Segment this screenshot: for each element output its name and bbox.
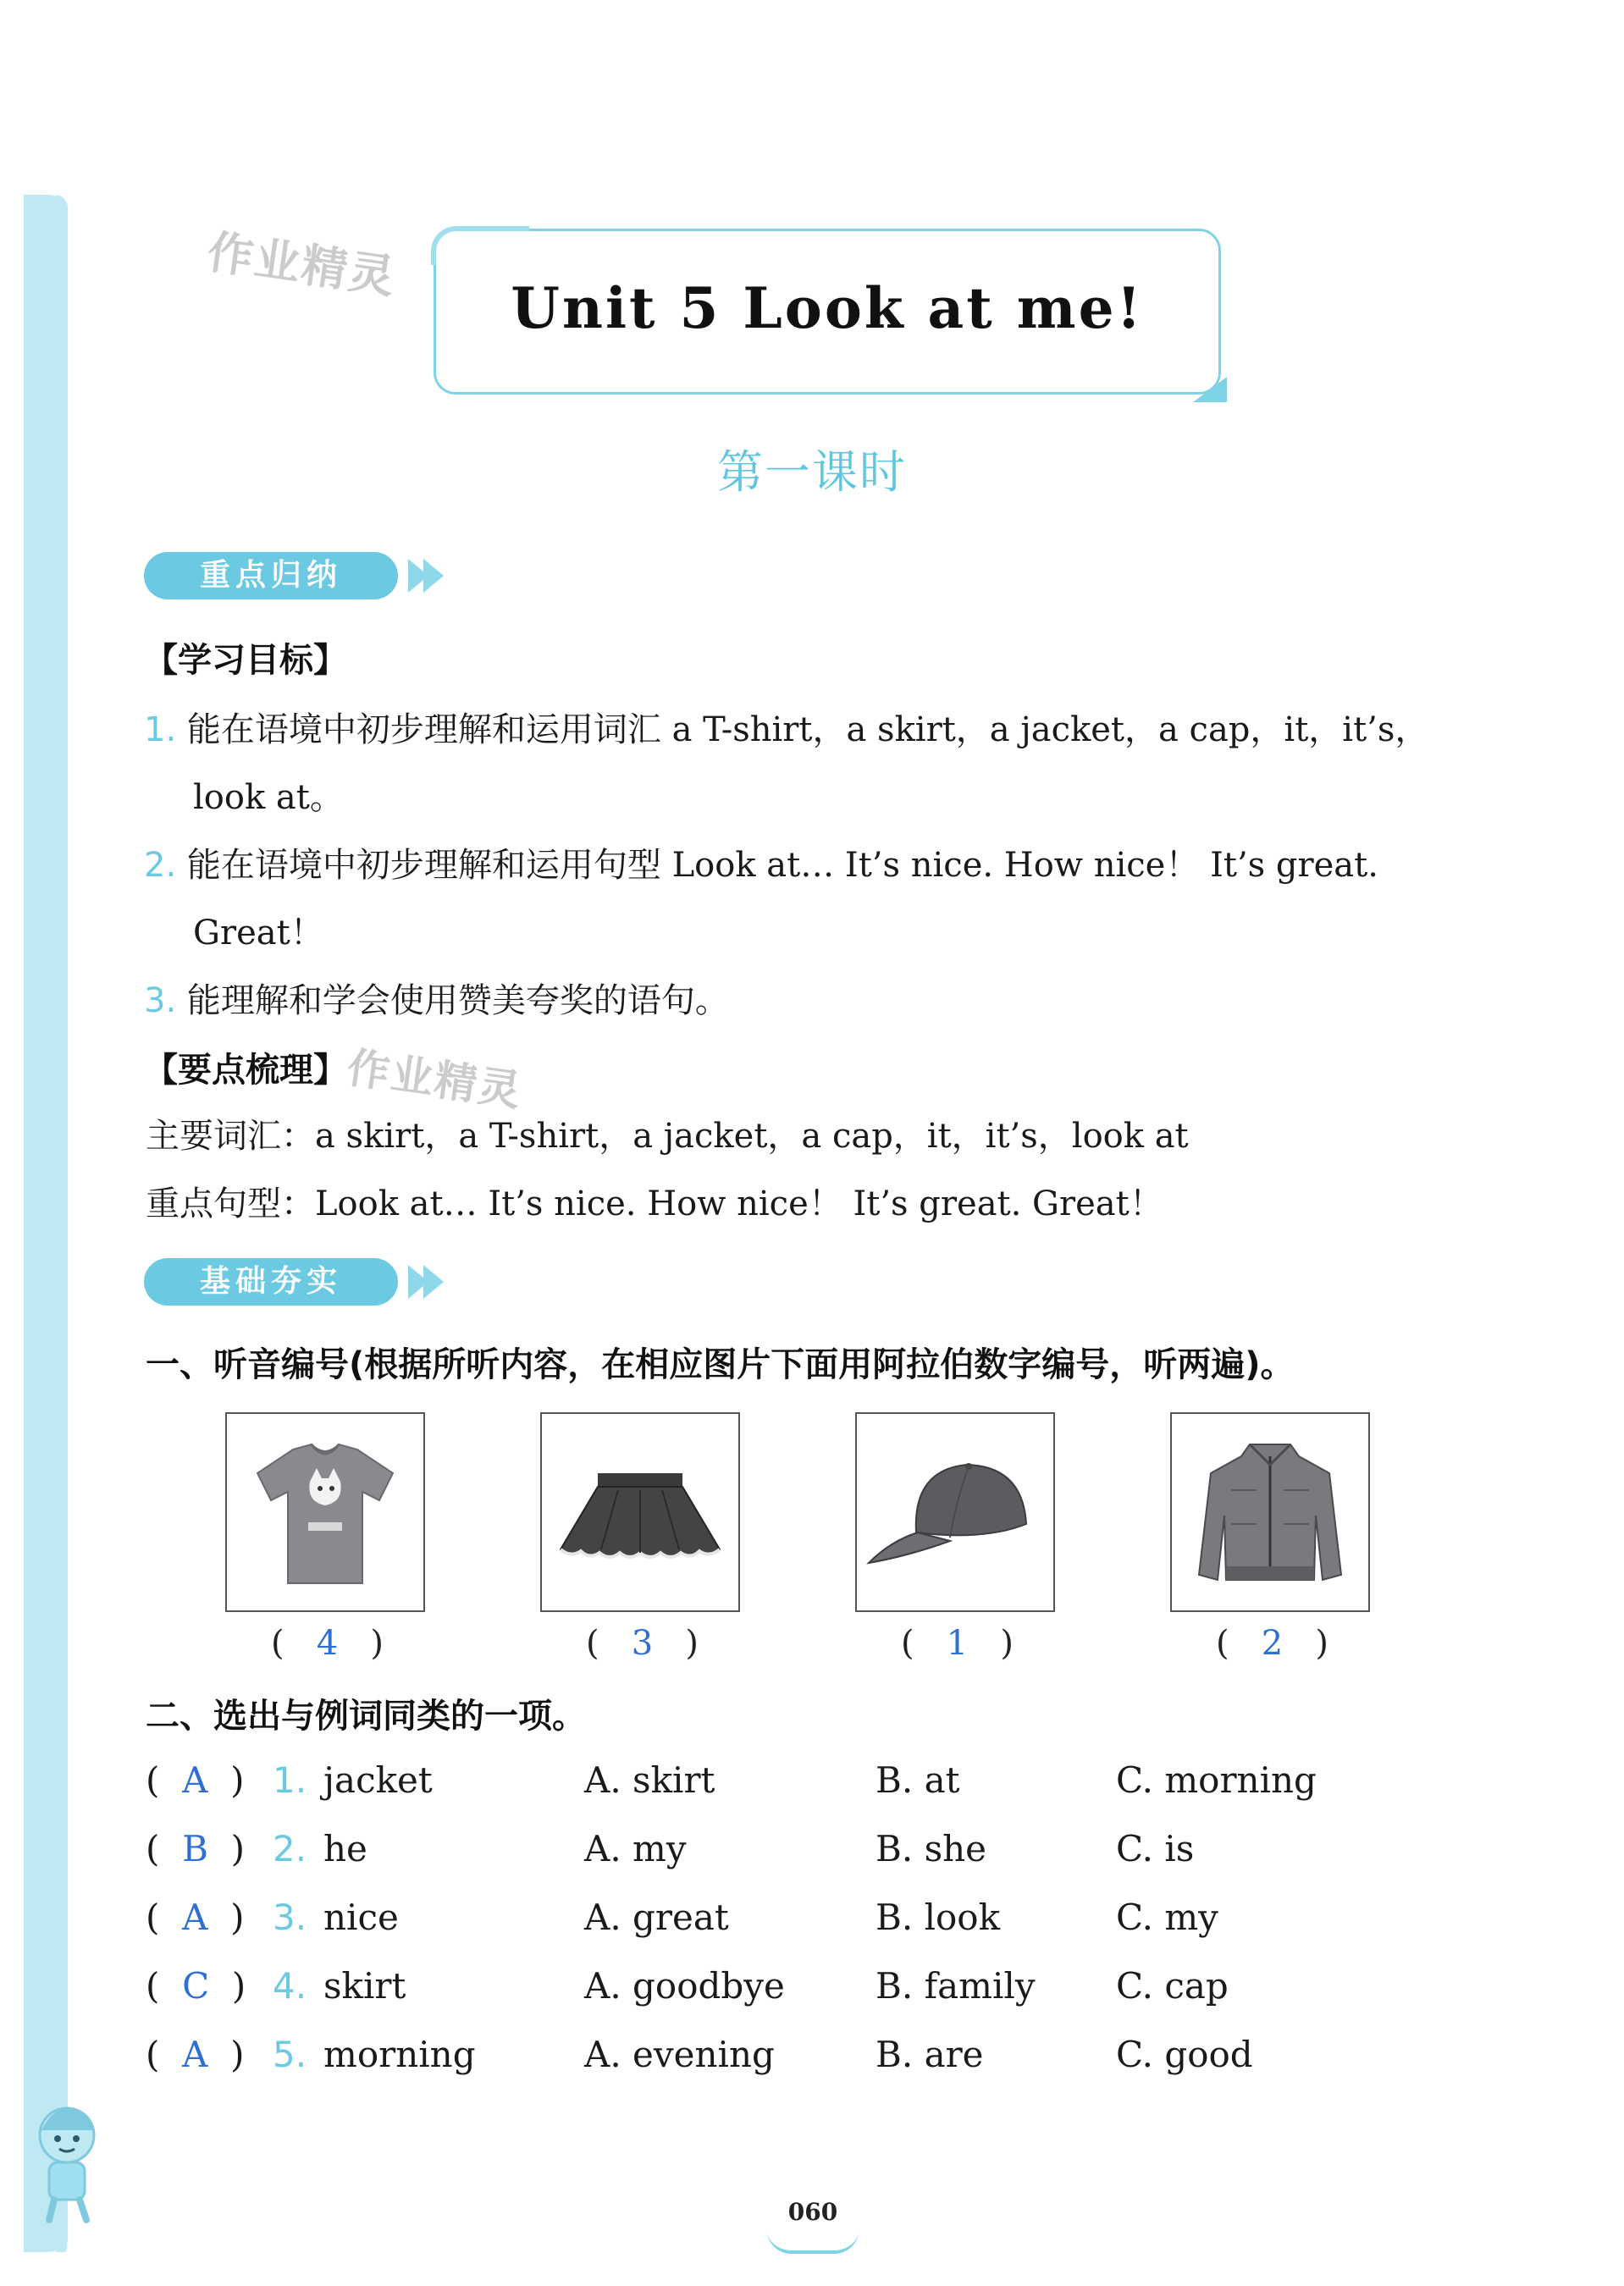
cap-icon	[857, 1414, 1053, 1610]
question-number: 5.	[273, 2034, 307, 2075]
answer-number: 3	[631, 1624, 654, 1663]
cap-picture	[855, 1412, 1055, 1612]
picture-answer: ( 3 )	[586, 1624, 699, 1663]
objective-item	[144, 974, 729, 1022]
option-b: B. family	[876, 1965, 1036, 2007]
lesson-title: 第一课时	[717, 445, 907, 499]
question-number: 3.	[273, 1897, 307, 1938]
summary-vocab: 主要词汇：a skirt，a T-shirt，a jacket，a cap，it，it’s，look at	[146, 1117, 1189, 1156]
skirt-picture	[540, 1412, 740, 1612]
option-b: B. at	[876, 1759, 960, 1801]
objectives-heading: 【学习目标】	[144, 641, 347, 680]
unit-title-box	[434, 229, 1221, 395]
answer-paren: ( A )	[146, 1897, 245, 1938]
option-b: B. she	[876, 1828, 987, 1869]
answer-paren: ( C )	[146, 1965, 246, 2007]
watermark: 作业精灵	[204, 224, 400, 305]
answer-letter: A	[182, 1759, 208, 1801]
unit-title: Unit 5 Look at me!	[511, 275, 1144, 341]
tshirt-picture	[225, 1412, 425, 1612]
jacket-icon	[1172, 1414, 1368, 1610]
answer-number: 4	[316, 1624, 339, 1663]
picture-answer: ( 2 )	[1216, 1624, 1328, 1663]
exercise2-heading: 二、选出与例词同类的一项。	[146, 1697, 586, 1736]
option-b: B. are	[876, 2034, 984, 2075]
page-number: 060	[787, 2198, 838, 2226]
example-word: nice	[323, 1897, 399, 1938]
objective-continuation: look at。	[193, 778, 344, 817]
option-c: C. is	[1116, 1828, 1195, 1869]
option-b: B. look	[876, 1897, 1001, 1938]
answer-paren: ( B )	[146, 1828, 246, 1869]
tshirt-icon	[227, 1414, 423, 1610]
objective-number: 3.	[144, 981, 177, 1020]
objective-item	[144, 838, 1378, 886]
example-word: he	[323, 1828, 367, 1869]
question-number: 4.	[273, 1965, 307, 2007]
double-arrow-icon	[408, 1265, 450, 1299]
objective-continuation: Great！	[193, 914, 324, 952]
option-a: A. goodbye	[584, 1965, 785, 2007]
objective-text: 能在语境中初步理解和运用句型 Look at… It’s nice. How nice！ It’s great.	[186, 846, 1378, 885]
watermark: 作业精灵	[344, 1042, 526, 1117]
objective-text: 能理解和学会使用赞美夸奖的语句。	[186, 981, 729, 1020]
answer-number: 2	[1261, 1624, 1284, 1663]
option-a: A. great	[584, 1897, 729, 1938]
option-a: A. evening	[584, 2034, 775, 2075]
example-word: jacket	[323, 1759, 433, 1801]
answer-letter: C	[182, 1965, 210, 2007]
left-lace-border	[24, 195, 68, 2252]
option-c: C. cap	[1116, 1965, 1229, 2007]
exercise1-heading: 一、听音编号(根据所听内容，在相应图片下面用阿拉伯数字编号，听两遍)。	[146, 1345, 1295, 1384]
skirt-icon	[542, 1414, 738, 1610]
question-number: 1.	[273, 1759, 307, 1801]
cartoon-boy-icon	[20, 2100, 113, 2227]
answer-letter: B	[182, 1828, 208, 1869]
picture-answer: ( 1 )	[901, 1624, 1014, 1663]
objective-text: 能在语境中初步理解和运用词汇 a T-shirt，a skirt，a jacket，a cap，it，it’s，	[186, 710, 1429, 749]
basics-tag: 基础夯实	[144, 1258, 398, 1306]
answer-paren: ( A )	[146, 2034, 245, 2075]
jacket-picture	[1170, 1412, 1370, 1612]
option-c: C. good	[1116, 2034, 1253, 2075]
answer-paren: ( A )	[146, 1759, 245, 1801]
option-a: A. my	[584, 1828, 687, 1869]
objective-number: 2.	[144, 846, 177, 885]
example-word: skirt	[323, 1965, 406, 2007]
objective-item	[144, 703, 1428, 751]
answer-letter: A	[182, 2034, 208, 2075]
option-c: C. morning	[1116, 1759, 1317, 1801]
summary-heading: 【要点梳理】	[144, 1051, 347, 1090]
question-number: 2.	[273, 1828, 307, 1869]
answer-letter: A	[182, 1897, 208, 1938]
objective-number: 1.	[144, 710, 177, 749]
option-a: A. skirt	[584, 1759, 715, 1801]
picture-answer: ( 4 )	[271, 1624, 384, 1663]
page-number-arc	[766, 2228, 859, 2254]
double-arrow-icon	[408, 559, 450, 593]
option-c: C. my	[1116, 1897, 1218, 1938]
summary-sentences: 重点句型：Look at… It’s nice. How nice！ It’s great. Great！	[146, 1184, 1163, 1223]
example-word: morning	[323, 2034, 476, 2075]
key-points-tag: 重点归纳	[144, 552, 398, 599]
answer-number: 1	[946, 1624, 969, 1663]
